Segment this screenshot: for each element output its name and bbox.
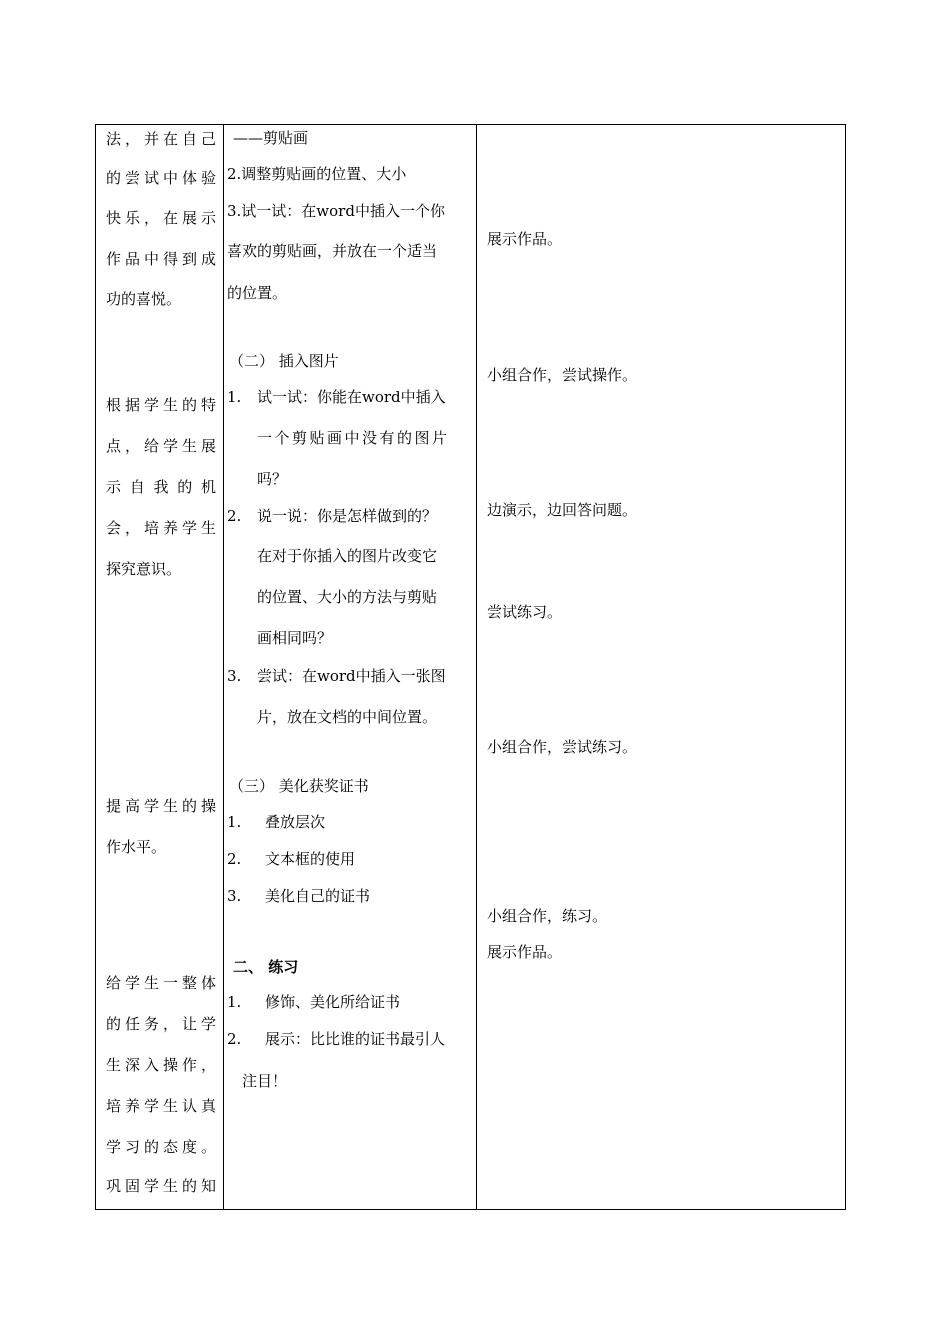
- intent-line: 探究意识。: [106, 560, 182, 578]
- list-number: 1.: [227, 813, 242, 831]
- activity-line: 尝试练习。: [487, 603, 563, 621]
- column-divider: [476, 125, 477, 1209]
- content-line: 注目！: [242, 1072, 288, 1090]
- intent-line: 功的喜悦。: [106, 290, 182, 308]
- content-line: 的位置。: [227, 284, 288, 302]
- section-title: （二） 插入图片: [229, 352, 339, 370]
- content-line: 美化自己的证书: [265, 887, 371, 905]
- intent-line: 培养学生认真: [106, 1097, 216, 1115]
- intent-line: 会，培养学生: [106, 519, 216, 537]
- content-line: 片，放在文档的中间位置。: [257, 708, 438, 726]
- activity-line: 边演示，边回答问题。: [487, 501, 638, 519]
- intent-line: 点，给学生展: [106, 437, 216, 455]
- content-line: 的位置、大小的方法与剪贴: [257, 588, 438, 606]
- list-number: 2.: [227, 850, 242, 868]
- intent-line: 作水平。: [106, 838, 167, 856]
- content-line: 2.调整剪贴画的位置、大小: [227, 165, 407, 183]
- column-divider: [223, 125, 224, 1209]
- content-line: 尝试：在word中插入一张图: [257, 667, 446, 685]
- content-line: 文本框的使用: [265, 850, 356, 868]
- intent-line: 的任务，让学: [106, 1015, 216, 1033]
- list-number: 1.: [227, 388, 242, 406]
- list-number: 3.: [227, 667, 242, 685]
- content-line: 3.试一试：在word中插入一个你: [227, 202, 445, 220]
- content-line: 说一说：你是怎样做到的？: [257, 507, 438, 525]
- content-line: 喜欢的剪贴画，并放在一个适当: [227, 242, 438, 260]
- content-line: 试一试：你能在word中插入: [257, 388, 446, 406]
- activity-line: 小组合作，尝试练习。: [487, 738, 638, 756]
- list-number: 2.: [227, 1030, 242, 1048]
- intent-line: 法，并在自己: [106, 130, 216, 148]
- intent-line: 示 自 我 的 机: [106, 478, 216, 496]
- intent-line: 给学生一整体: [106, 974, 216, 992]
- content-line: 叠放层次: [265, 813, 326, 831]
- content-line: ——剪贴画: [233, 129, 309, 147]
- content-line: 吗？: [257, 470, 288, 488]
- list-number: 3.: [227, 887, 242, 905]
- intent-line: 作品中得到成: [106, 250, 216, 268]
- content-line: 展示：比比谁的证书最引人: [265, 1030, 446, 1048]
- list-number: 2.: [227, 507, 242, 525]
- activity-line: 展示作品。: [487, 230, 563, 248]
- activity-line: 展示作品。: [487, 943, 563, 961]
- section-title: 二、 练习: [233, 958, 299, 976]
- intent-line: 巩固学生的知: [106, 1177, 216, 1195]
- content-line: 一个剪贴画中没有的图片: [257, 429, 450, 447]
- content-line: 在对于你插入的图片改变它: [257, 547, 438, 565]
- lesson-table: [95, 124, 846, 1210]
- content-line: 修饰、美化所给证书: [265, 993, 401, 1011]
- intent-line: 的尝试中体验: [106, 169, 216, 187]
- intent-line: 快乐，在展示: [106, 209, 216, 227]
- activity-line: 小组合作，尝试操作。: [487, 366, 638, 384]
- intent-line: 提高学生的操: [106, 797, 216, 815]
- content-line: 画相同吗？: [257, 629, 333, 647]
- intent-line: 学习的态度。: [106, 1138, 216, 1156]
- section-title: （三） 美化获奖证书: [229, 777, 369, 795]
- intent-line: 生深入操作，: [106, 1056, 216, 1074]
- intent-line: 根据学生的特: [106, 396, 216, 414]
- list-number: 1.: [227, 993, 242, 1011]
- activity-line: 小组合作，练习。: [487, 907, 608, 925]
